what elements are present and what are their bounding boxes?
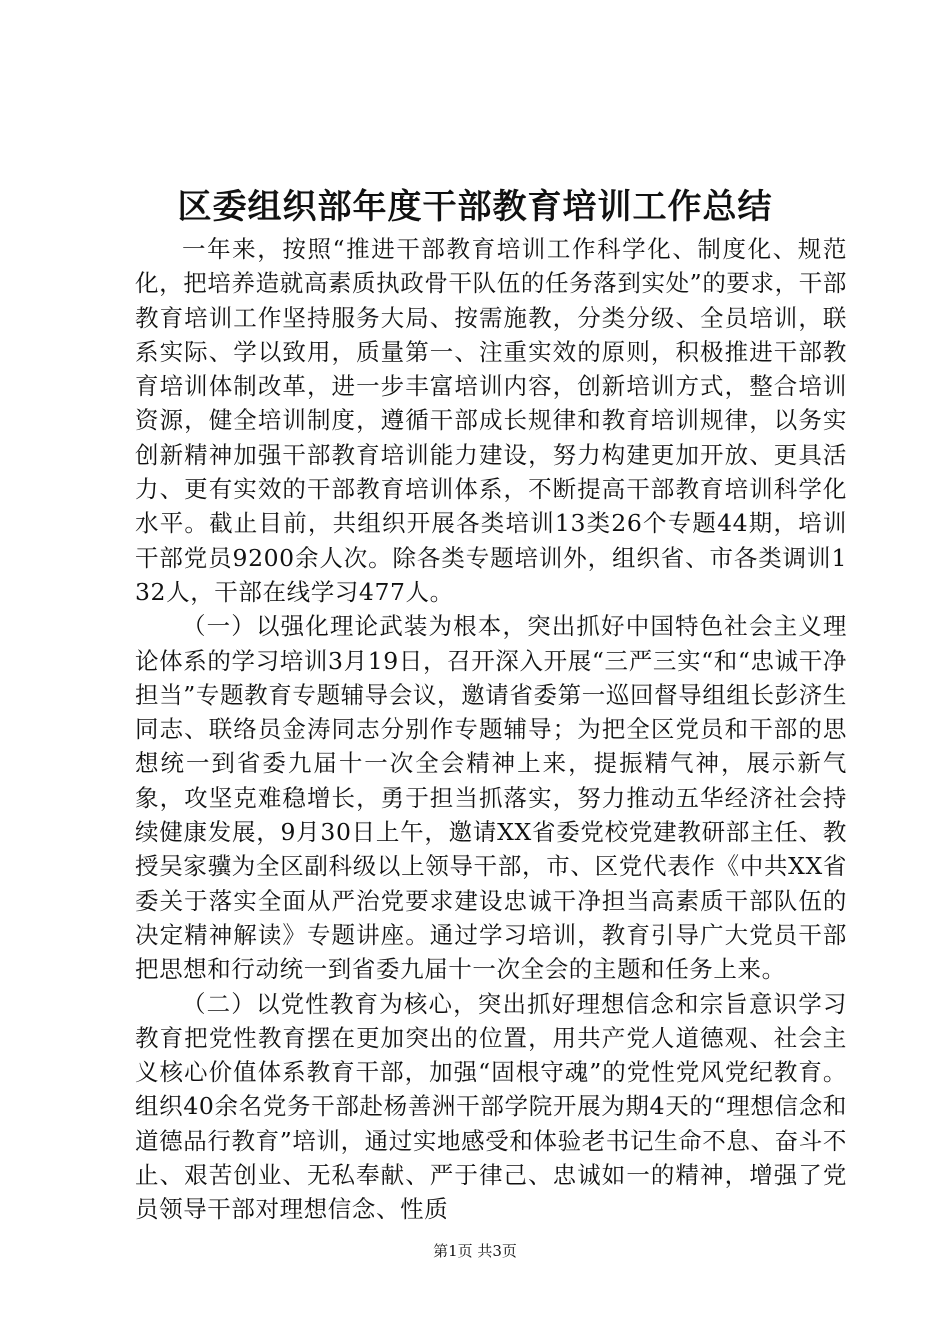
document-body [135,232,847,1227]
document-title: 区委组织部年度干部教育培训工作总结 [177,187,773,227]
paragraph-section-2: （二）以党性教育为核心，突出抓好理想信念和宗旨意识学习教育把党性教育摆在更加突出的位置，用共产党人道德观、社会主义核心价值体系教育干部，加强“固根守魂”的党性党风党纪教育。组织40余名党务干部赴杨善洲干部学院开展为期4天的“理想信念和道德品行教育”培训，通过实地感受和体验老书记生命不息、奋斗不止、艰苦创业、无私奉献、严于律己、忠诚如一的精神，增强了党员领导干部对理想信念、性质 [135,989,847,1224]
paragraph-section-1: （一）以强化理论武装为根本，突出抓好中国特色社会主义理论体系的学习培训3月19日，召开深入开展“三严三实“和“忠诚干净担当”专题教育专题辅导会议，邀请省委第一巡回督导组组长彭济生同志、联络员金涛同志分别作专题辅导；为把全区党员和干部的思想统一到省委九届十一次全会精神上来，提振精气神，展示新气象，攻坚克难稳增长，勇于担当抓落实，努力推动五华经济社会持续健康发展，9月30日上午，邀请XX省委党校党建教研部主任、教授吴家骥为全区副科级以上领导干部，市、区党代表作《中共XX省委关于落实全面从严治党要求建设忠诚干净担当高素质干部队伍的决定精神解读》专题讲座。通过学习培训，教育引导广大党员干部把思想和行动统一到省委九届十一次全会的主题和任务上来。 [135,612,847,984]
paragraph-intro: 一年来，按照“推进干部教育培训工作科学化、制度化、规范化，把培养造就高素质执政骨干队伍的任务落到实处”的要求，干部教育培训工作坚持服务大局、按需施教，分类分级、全员培训，联系实际、学以致用，质量第一、注重实效的原则，积极推进干部教育培训体制改革，进一步丰富培训内容，创新培训方式，整合培训资源，健全培训制度，遵循干部成长规律和教育培训规律，以务实创新精神加强干部教育培训能力建设，努力构建更加开放、更具活力、更有实效的干部教育培训体系，不断提高干部教育培训科学化水平。截止目前，共组织开展各类培训13类26个专题44期，培训干部党员9200余人次。除各类专题培训外，组织省、市各类调训132人，干部在线学习477人。 [135,235,847,606]
page-number-footer: 第1页 共3页 [433,1242,517,1260]
